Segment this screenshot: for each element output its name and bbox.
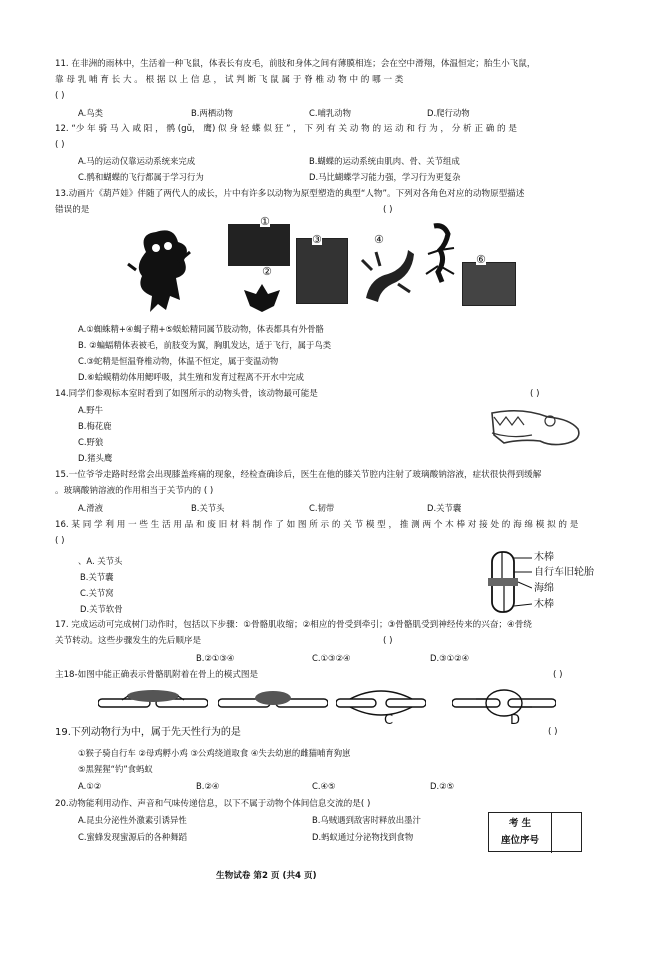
character-6-picture bbox=[462, 262, 516, 306]
muscle-diagram-label-c: C bbox=[384, 713, 394, 728]
character-1-picture bbox=[228, 224, 290, 266]
q12-option-a: A.马的运动仅靠运动系统来完成 bbox=[78, 156, 196, 166]
q19-option-d: D.②⑤ bbox=[430, 781, 455, 791]
q17-stem-line1: 17. 完成运动可完成树门动作时，包括以下步骤：①骨骼肌收缩；②相应的骨受到牵引；③骨骼肌受到神经传来的兴奋；④骨绕 bbox=[55, 620, 532, 630]
q11-option-d: D.爬行动物 bbox=[427, 108, 470, 118]
page-footer: 生物试卷 第2 页 (共4 页) bbox=[216, 871, 317, 881]
joint-model-figure bbox=[478, 550, 532, 616]
q13-stem-line2: 错误的是 bbox=[55, 205, 90, 215]
q15-option-a: A.滑液 bbox=[78, 503, 103, 513]
q15-option-b: B.关节头 bbox=[191, 503, 225, 513]
q18-stem: 主18-如图中能正确表示骨骼肌附着在骨上的模式图是 bbox=[55, 670, 259, 680]
q16-answer-paren: ( ) bbox=[55, 536, 65, 546]
seat-label-line1: 考 生 bbox=[508, 818, 532, 829]
q12-option-b: B.蝴蝶的运动系统由肌肉、骨、关节组成 bbox=[309, 156, 460, 166]
q11-option-c: C.哺乳动物 bbox=[309, 108, 352, 118]
muscle-diagram-d bbox=[452, 686, 556, 720]
q15-option-c: C.韧带 bbox=[309, 503, 335, 513]
q18-answer-paren: ( ) bbox=[553, 670, 563, 680]
q13-stem-line1: 13.动画片《葫芦娃》伴随了两代人的成长，片中有许多以动物为原型塑造的典型“人物”。下列对各角色对应的动物原型描述 bbox=[55, 189, 525, 199]
joint-label-sponge: 海绵 bbox=[534, 583, 554, 594]
q20-option-a: A.昆虫分泌性外激素引诱异性 bbox=[78, 815, 187, 825]
q16-option-d: D.关节软骨 bbox=[80, 604, 123, 614]
q16-option-b: B.关节囊 bbox=[80, 572, 114, 582]
character-figure-left-icon bbox=[126, 222, 196, 314]
q12-answer-paren: ( ) bbox=[55, 140, 65, 150]
q19-stem: 19.下列动物行为中，属于先天性行为的是 bbox=[55, 727, 241, 738]
q15-stem-line1: 15.一位爷爷走路时经常会出现膝盖疼痛的现象，经检查确诊后，医生在他的膝关节腔内注射了玻璃酸钠溶液，症状很快得到缓解 bbox=[55, 470, 542, 480]
q20-option-d: D.蚂蚁通过分泌物找到食物 bbox=[312, 832, 414, 842]
seat-label-line2: 座位序号 bbox=[500, 835, 539, 846]
q14-answer-paren: ( ) bbox=[530, 389, 540, 399]
q12-stem-line1: 12. “少 年 骑 马 入 咸 阳 ， 鹘 (gǔ， 鹰) 似 身 轻 蝶 似 狂 ” ， 下 列 有 关 动 物 的 运 动 和 行 为 ， 分 析 正 确 的 是 bbox=[55, 124, 517, 134]
q17-answer-paren: ( ) bbox=[383, 636, 393, 646]
joint-label-wood-top: 木棒 bbox=[534, 552, 554, 563]
character-4-scorpion-icon bbox=[358, 240, 416, 304]
q11-option-b: B.两栖动物 bbox=[191, 108, 233, 118]
q17-option-c: C.①③②④ bbox=[312, 653, 351, 663]
q20-stem: 20.动物能利用动作、声音和气味传递信息，以下不属于动物个体间信息交流的是( ) bbox=[55, 799, 371, 809]
character-2-bat-icon bbox=[242, 278, 282, 314]
q20-option-b: B.乌贼遇到敌害时释放出墨汁 bbox=[312, 815, 421, 825]
q16-option-c: C.关节窝 bbox=[80, 588, 114, 598]
muscle-diagram-label-d: D bbox=[510, 713, 521, 728]
q11-stem-line2: 靠 母 乳 哺 育 长 大 。 根 据 以 上 信 息 ， 试 判 断 飞 鼠 属 于 脊 椎 动 物 中 的 哪 一 类 bbox=[55, 75, 404, 85]
q13-option-d: D.⑥蛤蟆精幼体用鳃呼吸，其生殖和发育过程离不开水中完成 bbox=[78, 372, 304, 382]
q14-option-b: B.梅花鹿 bbox=[78, 421, 112, 431]
q19-answer-paren: ( ) bbox=[548, 727, 558, 737]
muscle-diagram-a bbox=[98, 688, 208, 718]
q16-stem-line1: 16. 某 同 学 利 用 一 些 生 活 用 品 和 废 旧 材 料 制 作 了 如 图 所 示 的 关 节 模 型 ， 推 测 两 个 木 棒 对 接 处 的 海 绵 模 拟 的 是 bbox=[55, 520, 579, 530]
q17-option-b: B.②①③④ bbox=[196, 653, 235, 663]
q19-option-a: A.①② bbox=[78, 781, 102, 791]
character-label-3: ③ bbox=[312, 233, 322, 246]
q14-option-d: D.猪头鹰 bbox=[78, 453, 113, 463]
q19-option-c: C.④⑤ bbox=[312, 781, 336, 791]
character-label-4: ④ bbox=[374, 233, 384, 246]
q14-stem: 14.同学们参观标本室时看到了如图所示的动物头骨，该动物最可能是 bbox=[55, 389, 318, 399]
q15-option-d: D.关节囊 bbox=[427, 503, 462, 513]
character-label-1: ① bbox=[260, 215, 270, 228]
q11-answer-paren: ( ) bbox=[55, 91, 65, 101]
q17-option-d: D.③①②④ bbox=[430, 653, 470, 663]
q13-option-b: B. ②蝙蝠精体表被毛，前肢变为翼，胸肌发达，适于飞行，属于鸟类 bbox=[78, 340, 332, 350]
muscle-diagram-b bbox=[218, 688, 328, 718]
q14-option-a: A.野牛 bbox=[78, 405, 103, 415]
joint-label-wood-bottom: 木棒 bbox=[534, 599, 554, 610]
q12-option-c: C.鹘和蝴蝶的飞行都属于学习行为 bbox=[78, 172, 204, 182]
q19-option-b: B.②④ bbox=[196, 781, 220, 791]
character-label-2: ② bbox=[262, 265, 272, 278]
q19-items-line2: ⑤黑猩猩“钓”食蚂蚁 bbox=[78, 764, 153, 774]
seat-number-label bbox=[489, 813, 552, 853]
q17-stem-line2: 关节转动。这些步骤发生的先后顺序是 bbox=[55, 636, 202, 646]
q20-option-c: C.蜜蜂发现蜜源后的各种舞蹈 bbox=[78, 832, 188, 842]
character-5-centipede-icon bbox=[420, 222, 464, 284]
animal-skull-icon bbox=[488, 403, 584, 451]
q16-option-a: 、A. 关节头 bbox=[78, 556, 123, 566]
muscle-diagram-c bbox=[336, 686, 426, 720]
q13-answer-paren: ( ) bbox=[383, 205, 393, 215]
q13-figure bbox=[124, 215, 516, 314]
q15-stem-line2: 。玻璃酸钠溶液的作用相当于关节内的 ( ) bbox=[55, 486, 214, 496]
q13-option-a: A.①蜘蛛精+④蝎子精+⑤蜈蚣精同属节肢动物，体表都具有外骨骼 bbox=[78, 324, 324, 334]
q12-option-d: D.马比蝴蝶学习能力强，学习行为更复杂 bbox=[309, 172, 461, 182]
q14-option-c: C.野狼 bbox=[78, 437, 104, 447]
q13-option-c: C.③蛇精是恒温脊椎动物，体温不恒定，属于变温动物 bbox=[78, 356, 279, 366]
q11-stem-line1: 11. 在非洲的雨林中，生活着一种飞鼠，体表长有皮毛，前肢和身体之间有薄膜相连；会在空中滑翔，体温恒定；胎生小飞鼠， bbox=[55, 59, 536, 69]
q19-items-line1: ①猴子骑自行车 ②母鸡孵小鸡 ③公鸡绕道取食 ④失去幼崽的雌猫哺育狗崽 bbox=[78, 748, 351, 758]
seat-number-box bbox=[488, 812, 582, 852]
character-3-picture bbox=[296, 238, 348, 304]
joint-label-tire: 自行车旧轮胎 bbox=[534, 567, 594, 578]
q11-option-a: A.鸟类 bbox=[78, 108, 103, 118]
character-label-6: ⑥ bbox=[476, 253, 486, 266]
